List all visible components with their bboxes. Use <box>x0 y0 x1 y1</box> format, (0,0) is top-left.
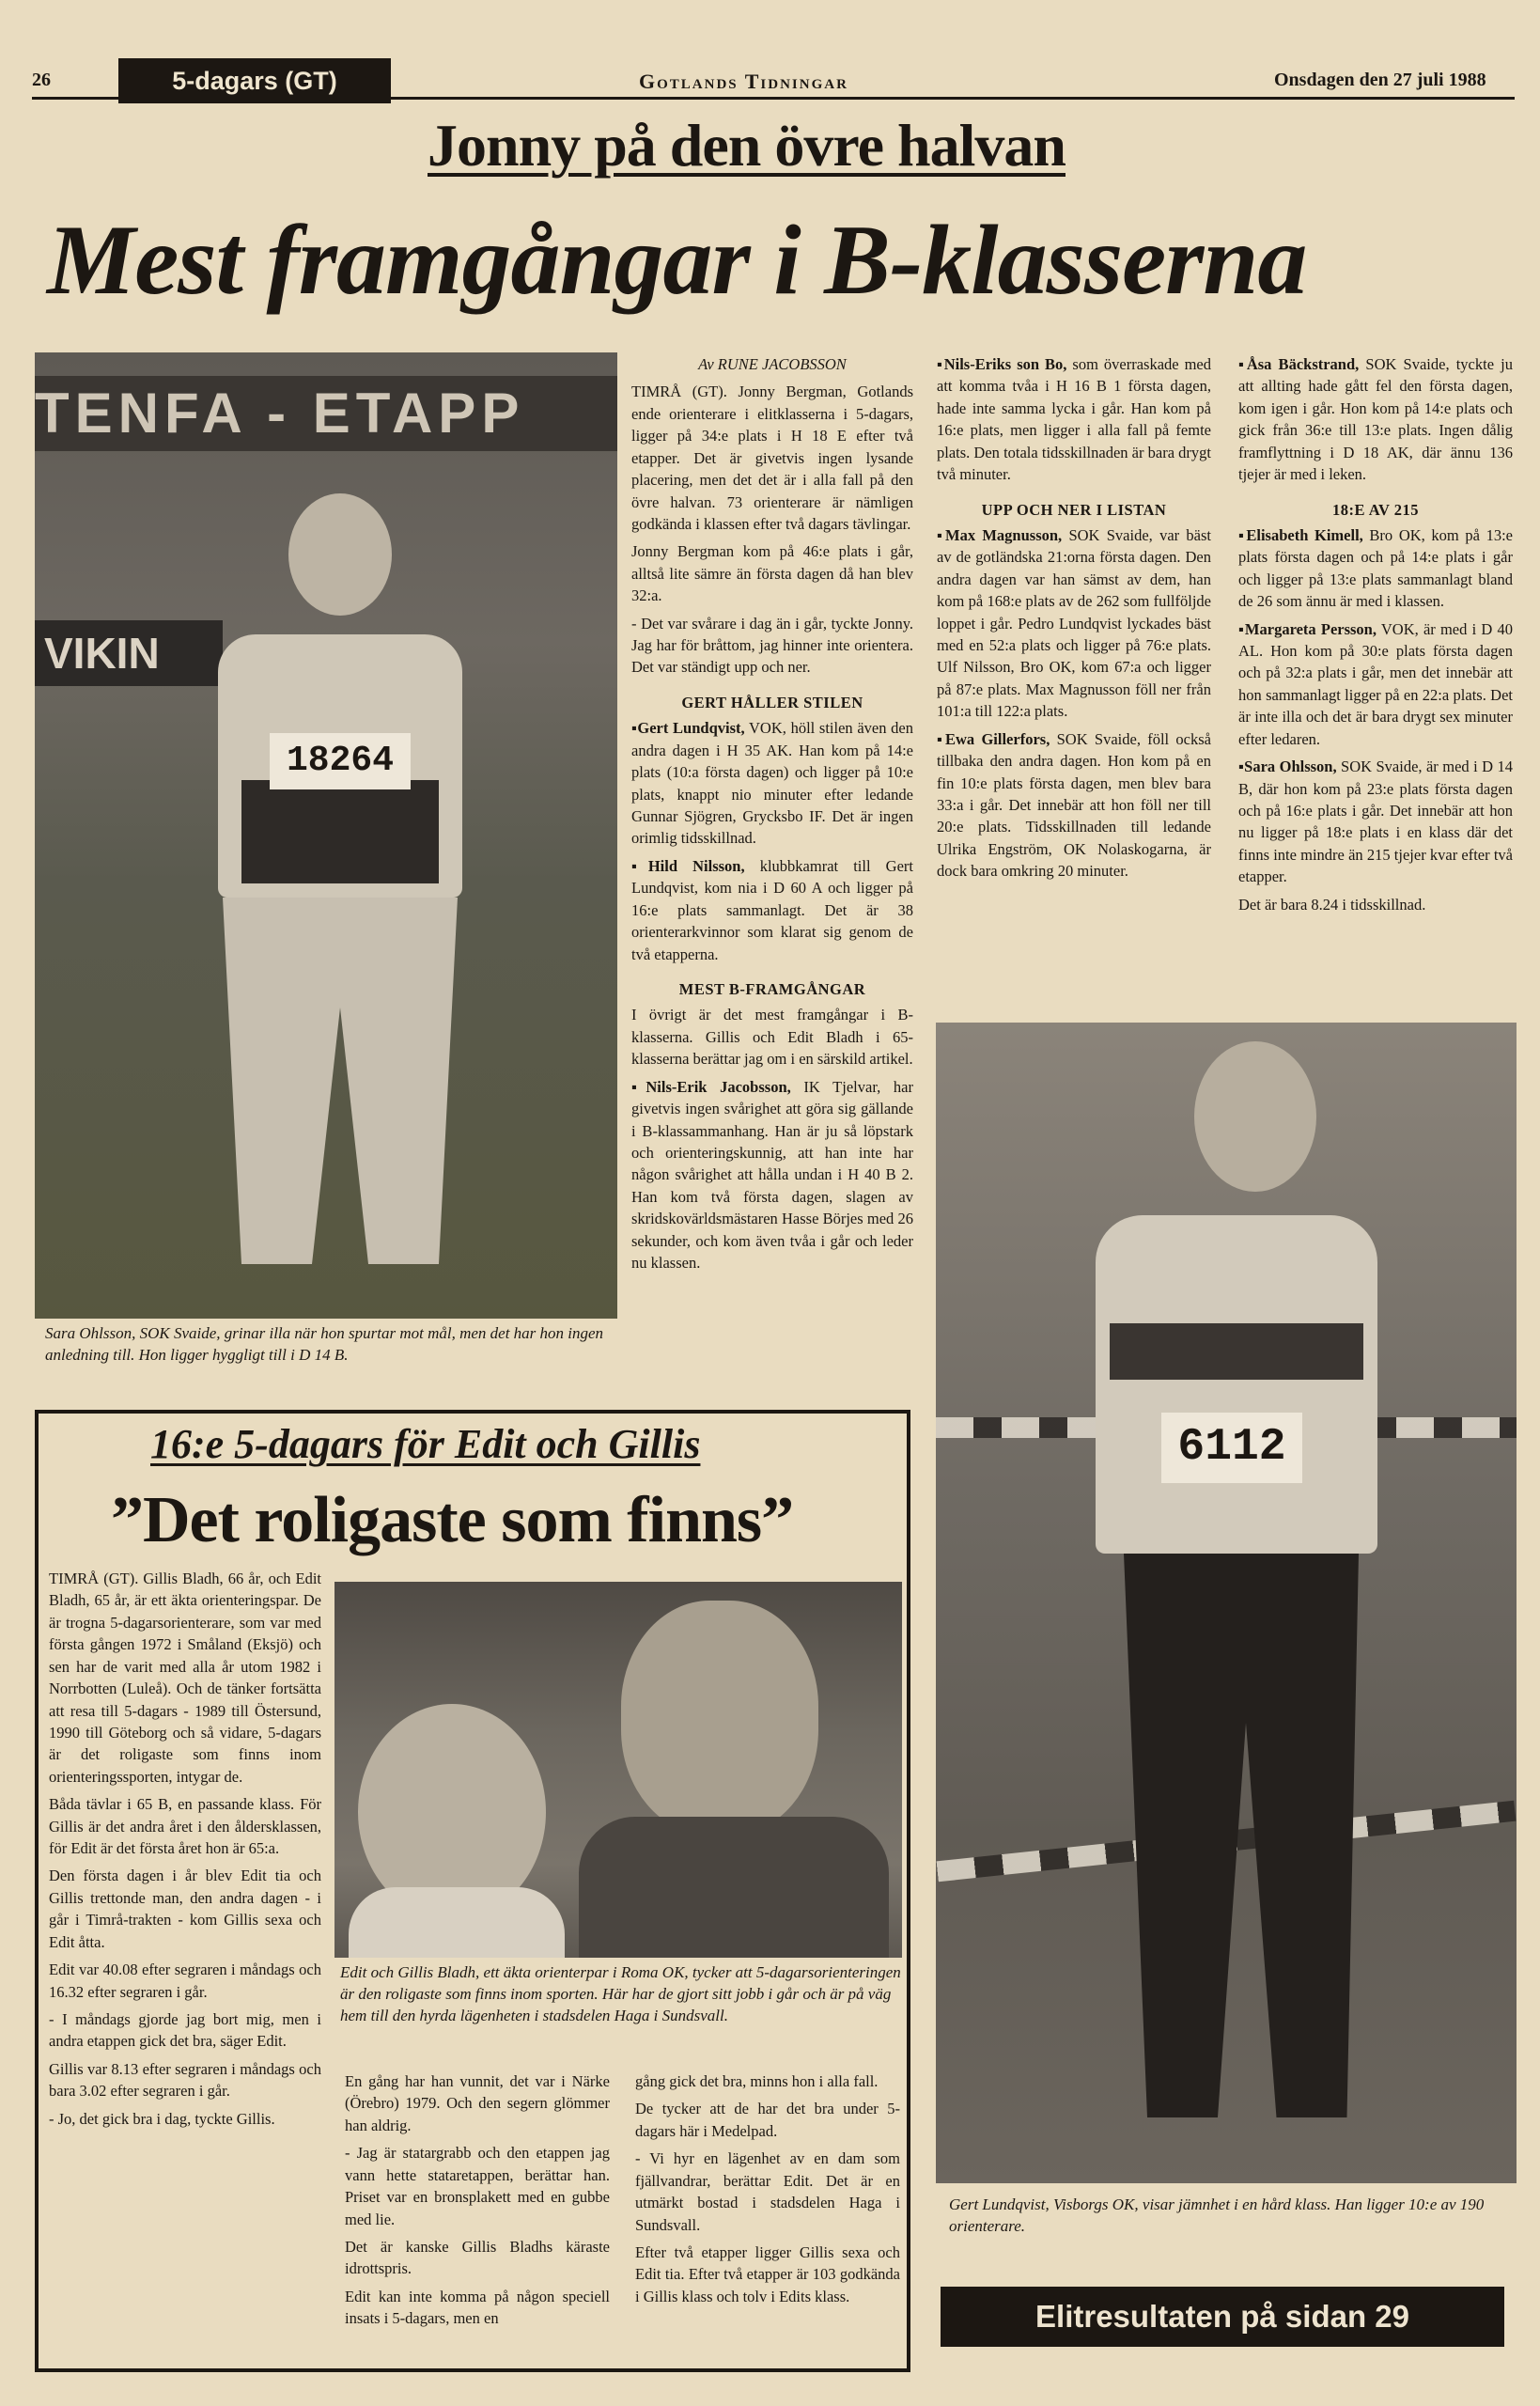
photo-bladh-couple <box>334 1582 902 1958</box>
para-max: ▪Max Magnusson, SOK Svaide, var bäst av de gotländska 21:orna första dagen. Den andra dagen var han sämst av dem, han kom på 168:e plats av de 262 som fullföljde loppet i går. Pedro Lundqvist lyckades bäst med en 52:a plats och ligger på 76:e plats. Ulf Nilsson, Bro OK, kom 67:a och ligger på 87:e plats. Max Magnusson föll ner från 101:a till 122:a plats. <box>937 525 1211 721</box>
box-right-p3: - Vi hyr en lägenhet av en dam som fjällvandrar, berättar Edit. Det är en utmärkt bostad i stadsdelen Haga i Sundsvall. <box>635 2149 900 2234</box>
elite-results-banner: Elitresultaten på sidan 29 <box>941 2287 1504 2347</box>
para-gert: ▪Gert Lundqvist, VOK, höll stilen även den andra dagen i H 35 AK. Han kom på 14:e plats (10:a första dagen) och ligger på 10:e plats, knappt nio minuter efter ledande Gunnar Sjögren, Grycksbo IF. Det är ingen orimlig tidsskillnad. <box>631 719 913 848</box>
subhead-upp-ner: UPP OCH NER I LISTAN <box>981 500 1167 519</box>
intro-p1: TIMRÅ (GT). Jonny Bergman, Gotlands ende orienterare i elitklasserna i 5-dagars, ligger på 34:e plats i H 18 E efter två etapper. Det är givetvis ingen lysande placering, men det det är i alla fall på den övre halvan. 73 orienterare är nämligen godkända i klassen efter två dagars tävlingar. <box>631 383 913 533</box>
box-left-p4: Edit var 40.08 efter segraren i måndags och 16.32 efter segraren i går. <box>49 1961 321 2001</box>
para-ewa: ▪Ewa Gillerfors, SOK Svaide, föll också tillbaka den andra dagen. Hon kom på en fin 10:e plats första dagen, men blev bara 33:a i går. Det innebär att hon föll ner till 20:e plats. Tidsskillnaden till ledande Ulrika Engström, OK Nolaskogarna, är dock bara omkring 20 minuter. <box>937 729 1211 881</box>
main-kicker: Jonny på den övre halvan <box>428 112 1066 179</box>
main-column-3 <box>937 353 1211 888</box>
box-kicker: 16:e 5-dagars för Edit och Gillis <box>150 1421 701 1467</box>
box-left-p6: Gillis var 8.13 efter segraren i måndags och bara 3.02 efter segraren i går. <box>49 2059 321 2101</box>
bib-number-gert: 6112 <box>1161 1413 1302 1483</box>
bib-number: 18264 <box>270 733 411 789</box>
box-column-left <box>49 1568 321 2135</box>
box-headline: ”Det roligaste som finns” <box>111 1484 794 1556</box>
photo1-caption: Sara Ohlsson, SOK Svaide, grinar illa när hon spurtar mot mål, men det har hon ingen anledning till. Hon ligger hyggligt till i D 14 B. <box>45 1324 604 1364</box>
box-left-p5: - I måndags gjorde jag bort mig, men i andra etappen gick det bra, säger Edit. <box>49 2010 321 2051</box>
main-column-4 <box>1238 353 1513 921</box>
box-photo-caption: Edit och Gillis Bladh, ett äkta orienterpar i Roma OK, tycker att 5-dagarsorienteringen är den roligaste som finns inom sporten. Här har de gjort sitt jobb i går och är på väg hem till den hyrda lägenheten i stadsdelen Haga i Sundsvall. <box>340 1963 901 2024</box>
banner-sign: TENFA - ETAPP <box>35 376 617 451</box>
box-left-p7: - Jo, det gick bra i dag, tyckte Gillis. <box>49 2109 275 2128</box>
main-column-2 <box>631 353 913 1279</box>
box-left-p3: Den första dagen i år blev Edit tia och Gillis trettonde man, den andra dagen - i går i Timrå-trakten - kom Gillis sexa och Edit åtta. <box>49 1867 321 1951</box>
issue-date: Onsdagen den 27 juli 1988 <box>1274 70 1486 90</box>
para-elisabeth: ▪Elisabeth Kimell, Bro OK, kom på 13:e plats första dagen och på 14:e plats i går och ligger på 13:e plats sammanlagt bland de 26 som ännu är med i klassen. <box>1238 525 1513 611</box>
box-mid-p3: Det är kanske Gillis Bladhs käraste idrottspris. <box>345 2237 610 2278</box>
intro-p2: Jonny Bergman kom på 46:e plats i går, alltså lite sämre än första dagen då han blev 32:a. <box>631 542 913 605</box>
section-label: 5-dagars (GT) <box>118 58 391 103</box>
para-bo: ▪Nils-Eriks son Bo, som överraskade med att komma tvåa i H 16 B 1 första dagen, hade inte samma lycka i går. Han kom på 16:e plats, men ligger i alla fall på femte plats. Den totala tidsskillnaden är bara drygt två minuter. <box>937 355 1211 484</box>
main-headline: Mest framgångar i B-klasserna <box>47 205 1307 315</box>
box-mid-p2: - Jag är statargrabb och den etappen jag vann hette stataretappen, berättar han. Priset var en bronsplakett med en gubbe med lie. <box>345 2144 610 2228</box>
photo3-caption: Gert Lundqvist, Visborgs OK, visar jämnhet i en hård klass. Han ligger 10:e av 190 orienterare. <box>949 2195 1485 2235</box>
photo-runner-gert <box>936 1023 1517 2183</box>
sponsor-sign: VIKIN <box>35 620 223 686</box>
box-mid-p1: En gång har han vunnit, det var i Närke (Örebro) 1979. Och den segern glömmer han aldrig. <box>345 2072 610 2134</box>
para-asa: ▪Åsa Bäckstrand, SOK Svaide, tyckte ju att allting hade gått fel den första dagen, kom igen i går. Hon kom på 14:e plats och gick från 36:e till 13:e plats. Ingen dålig framflyttning i D 18 AK, där ännu 136 tjejer är med i leken. <box>1238 355 1513 484</box>
paper-name: Gotlands Tidningar <box>639 70 848 93</box>
para-closing: Det är bara 8.24 i tidsskillnad. <box>1238 895 1426 914</box>
para-hild: ▪Hild Nilsson, klubbkamrat till Gert Lundqvist, kom nia i D 60 A och ligger på 16:e plats sammanlagt. Det är 38 orienterarkvinnor som klarat sig genom de två etapperna. <box>631 856 913 963</box>
para-sara: ▪Sara Ohlsson, SOK Svaide, är med i D 14 B, där hon kom på 23:e plats första dagen och på 16:e plats i går. Det innebär att hon nu ligger på 18:e plats i en klass där det finns inte mindre än 215 tjejer kvar efter två etapper. <box>1238 758 1513 886</box>
para-margareta: ▪Margareta Persson, VOK, är med i D 40 AL. Hon kom på 30:e plats första dagen och på 32:a plats i går, men det innebär att hon sammanlagt ligger på en 22:a plats. Det är inte illa och det är bara drygt sex minuter efter ledaren. <box>1238 619 1513 748</box>
page-number: 26 <box>32 70 51 90</box>
box-right-p2: De tycker att de har det bra under 5-dagars här i Medelpad. <box>635 2100 900 2140</box>
para-nils-erik: ▪Nils-Erik Jacobsson, IK Tjelvar, har givetvis ingen svårighet att göra sig gällande i B-klassammanhang. Han är ju så löpstark och orienteringskunnig, att han inte har någon svårighet att hålla undan i H 40 B 2. Han kom två första dagen, slagen av skridskovärldsmästaren Hasse Börjes med 26 sekunder, och kom även tvåa i går och leder nu klassen. <box>631 1077 913 1273</box>
box-right-p1: gång gick det bra, minns hon i alla fall. <box>635 2072 879 2090</box>
byline: Av RUNE JACOBSSON <box>698 355 847 373</box>
box-left-p1: TIMRÅ (GT). Gillis Bladh, 66 år, och Edit Bladh, 65 år, är ett äkta orienteringspar. De är trogna 5-dagarsorienterare, som var med första gången 1972 i Småland (Eksjö) och sen har de varit med alla år utom 1982 i Norrbotten (Luleå). Och de tänker fortsätta att resa till 5-dagars - 1989 till Östersund, 1990 till Göteborg och så vidare, 5-dagars är det roligaste som finns inom orienteringssporten, intygar de. <box>49 1570 321 1786</box>
box-mid-p4: Edit kan inte komma på någon speciell insats i 5-dagars, men en <box>345 2287 610 2328</box>
subhead-gert: GERT HÅLLER STILEN <box>681 693 863 711</box>
box-column-right <box>635 2070 900 2313</box>
box-right-p4: Efter två etapper ligger Gillis sexa och Edit tia. Efter två etapper är 103 godkända i Gillis klass och tolv i Edits klass. <box>635 2242 900 2305</box>
box-column-mid <box>345 2070 610 2336</box>
photo-runner-sara <box>35 352 617 1319</box>
runner-figure-gert <box>1058 1041 1396 2141</box>
intro-p3: - Det var svårare i dag än i går, tyckte Jonny. Jag har för bråttom, jag hinner inte orientera. Det var ständigt upp och ner. <box>631 614 913 677</box>
para-ovrigt: I övrigt är det mest framgångar i B-klasserna. Gillis och Edit Bladh i 65-klasserna berättar jag om i en särskild artikel. <box>631 1006 913 1069</box>
box-left-p2: Båda tävlar i 65 B, en passande klass. För Gillis är det andra året i den åldersklassen, för Edit är det första året hon är 65:a. <box>49 1795 321 1858</box>
runner-figure <box>199 493 472 1264</box>
subhead-18e: 18:E AV 215 <box>1332 500 1419 519</box>
subhead-b-framgangar: MEST B-FRAMGÅNGAR <box>678 979 866 998</box>
